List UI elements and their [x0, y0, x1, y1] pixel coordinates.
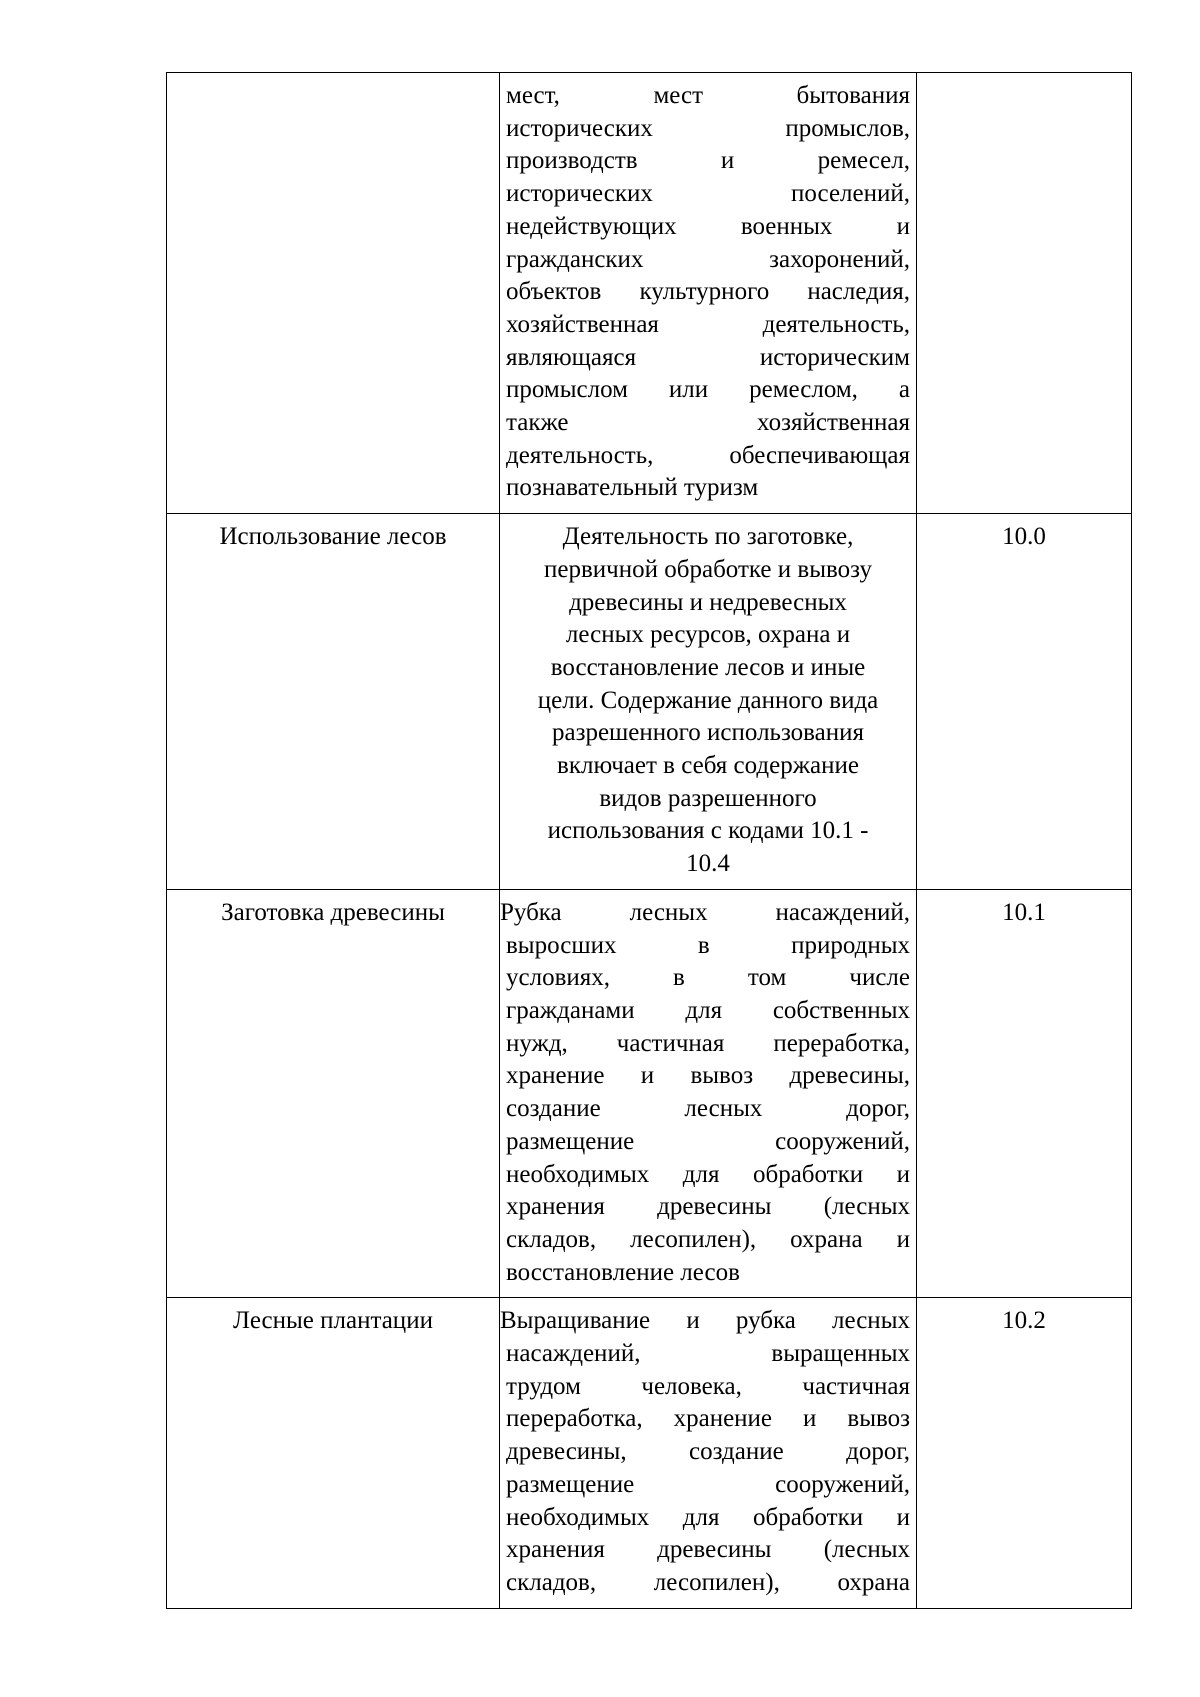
description-line: складов, лесопилен), охрана	[506, 1568, 910, 1596]
use-type-code-cell: 10.2	[917, 1298, 1132, 1608]
description-line: использования с кодами 10.1 -	[547, 817, 869, 845]
description-line: трудом человека, частичная	[506, 1372, 910, 1400]
description-line: размещение сооружений,	[506, 1127, 910, 1155]
description-line: промыслом или ремеслом, а	[506, 376, 910, 404]
land-use-table	[166, 72, 1132, 1609]
description-line: лесных ресурсов, охрана и	[565, 621, 851, 649]
use-type-code-cell: 10.0	[917, 514, 1132, 890]
description-line: хранение и вывоз древесины,	[506, 1062, 910, 1090]
table-row	[167, 1298, 1132, 1608]
description-line: мест, мест бытования	[506, 82, 910, 109]
description-line: Выращивание и рубка лесных	[500, 1307, 910, 1335]
description-line: производств и ремесел,	[506, 147, 910, 175]
description-line: объектов культурного наследия,	[506, 278, 910, 306]
description-line: исторических поселений,	[506, 180, 910, 208]
description-line: древесины и недревесных	[569, 588, 847, 616]
description-line: условиях, в том числе	[506, 964, 910, 992]
description-line: размещение сооружений,	[506, 1470, 910, 1498]
use-type-name-cell: Использование лесов	[167, 514, 500, 890]
description-line: также хозяйственная	[506, 409, 910, 437]
table-body	[167, 73, 1132, 1609]
description-line: хранения древесины (лесных	[506, 1193, 910, 1221]
description-line: складов, лесопилен), охрана и	[506, 1225, 910, 1253]
table-row	[167, 73, 1132, 514]
description-line: древесины, создание дорог,	[506, 1438, 910, 1466]
use-type-name-cell	[167, 73, 500, 514]
description-line: Рубка лесных насаждений,	[500, 898, 910, 926]
use-type-description-cell	[500, 514, 917, 890]
use-type-code-cell: 10.1	[917, 889, 1132, 1297]
description-line: гражданами для собственных	[506, 996, 910, 1024]
description-line: хозяйственная деятельность,	[506, 310, 910, 338]
description-line: включает в себя содержание	[557, 752, 859, 780]
description-line: Деятельность по заготовке,	[562, 523, 854, 551]
use-type-code-cell	[917, 73, 1132, 514]
description-line: являющаяся историческим	[506, 343, 910, 371]
use-type-name-cell: Заготовка древесины	[167, 889, 500, 1297]
description-line: недействующих военных и	[506, 212, 910, 240]
table-row	[167, 514, 1132, 890]
description-line: 10.4	[686, 850, 730, 878]
description-line: необходимых для обработки и	[506, 1160, 910, 1188]
description-line: деятельность, обеспечивающая	[506, 441, 910, 469]
use-type-name-cell: Лесные плантации	[167, 1298, 500, 1608]
description-line: необходимых для обработки и	[506, 1503, 910, 1531]
description-line: восстановление лесов	[506, 1258, 740, 1286]
description-line: гражданских захоронений,	[506, 245, 910, 273]
description-line: нужд, частичная переработка,	[506, 1029, 910, 1057]
description-line: познавательный туризм	[506, 474, 759, 502]
description-line: выросших в природных	[506, 931, 910, 959]
description-line: разрешенного использования	[551, 719, 864, 747]
description-line: видов разрешенного	[599, 784, 817, 812]
use-type-description-cell	[500, 1298, 917, 1608]
description-line: насаждений, выращенных	[506, 1340, 910, 1368]
description-line: первичной обработке и вывозу	[544, 555, 872, 583]
description-line: хранения древесины (лесных	[506, 1536, 910, 1564]
description-line: переработка, хранение и вывоз	[506, 1405, 910, 1433]
table-row	[167, 889, 1132, 1297]
description-line: исторических промыслов,	[506, 114, 910, 142]
description-line: цели. Содержание данного вида	[537, 686, 879, 714]
use-type-description-cell	[500, 73, 917, 514]
use-type-description-cell	[500, 889, 917, 1297]
description-line: восстановление лесов и иные	[550, 653, 866, 681]
description-line: создание лесных дорог,	[506, 1095, 910, 1123]
